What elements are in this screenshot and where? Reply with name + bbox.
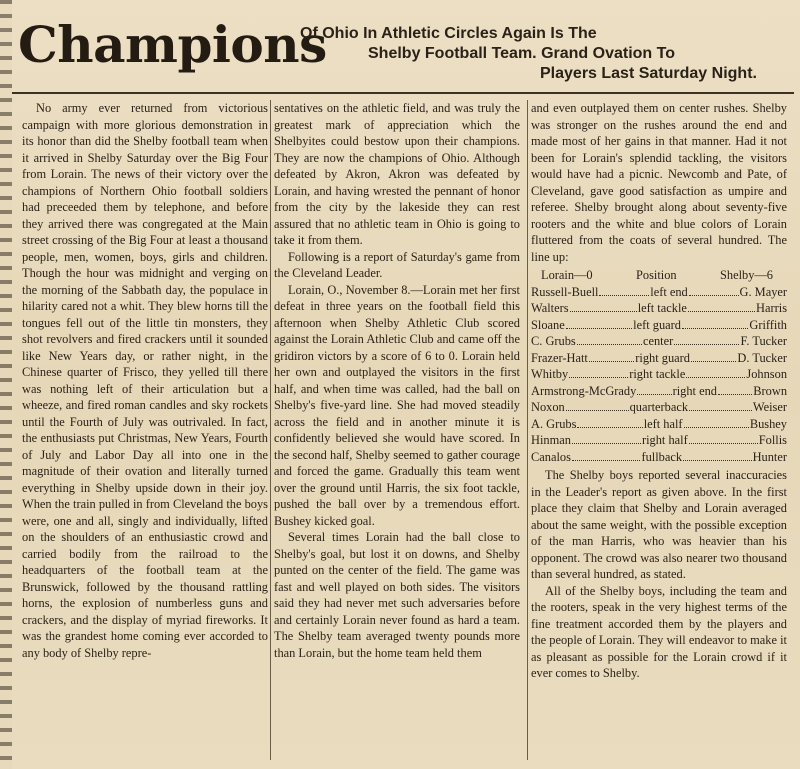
leader-dots xyxy=(674,333,739,345)
lineup-lorain-player: C. Grubs xyxy=(531,334,576,348)
lineup-row xyxy=(531,366,787,383)
lineup-lorain-player: Whitby xyxy=(531,367,569,381)
page-binding-edge xyxy=(0,0,12,769)
lineup-lorain-player: Russell-Buell xyxy=(531,284,599,299)
lineup-position: left end xyxy=(650,284,688,299)
paragraph: Lorain, O., November 8.—Lorain met her first defeat in three years on the football field this afternoon when Shelby Athletic Club scored against the Lorain Athletic Club and came off the gridiron victors by a score of 6 to 0. Lorain held her own and outplayed the visitors in the first half, and when time was called, had the ball on Shelby's five-yard line. She had moved steadily across the field and in another minute it is confidently believed she would have scored. In the second half, Shelby seemed to gather courage and forced the game. Gradually this team went over the ground until Harris, the six foot tackle, pushed the ball over by a tremendous effort. Bushey kicked goal. xyxy=(274,282,520,528)
lineup-row xyxy=(531,300,787,317)
lineup-position: right guard xyxy=(635,350,690,365)
leader-dots xyxy=(686,366,745,378)
lineup-shelby-player: D. Tucker xyxy=(737,350,787,365)
paragraph: and even outplayed them on center rushes. Shelby was stronger on the rushes around the end and made most of her gains in that manner. Had it not been for Lorain's splendid tackling, the visitors would have had a picnic. Newcomb and Pate, of Cleveland, gave good satisfaction as umpire and referee. Shelby brought along about seventy-five rooters and the white and blue colors of Lorain fluttered from the coats of several hundred. The line up: xyxy=(531,101,787,264)
lineup-shelby-player: Johnson xyxy=(746,367,788,381)
leader-dots xyxy=(570,300,637,312)
leader-dots xyxy=(691,350,736,362)
lineup-lorain-player: Canalos xyxy=(531,449,571,464)
paragraph: Following is a report of Saturday's game from the Cleveland Leader. xyxy=(274,249,520,280)
lineup-position: quarterback xyxy=(629,400,689,414)
deck-line-1: Of Ohio In Athletic Circles Again Is The xyxy=(300,25,597,42)
lineup-lorain-player: Walters xyxy=(531,301,569,315)
leader-dots xyxy=(689,284,739,296)
lineup-row xyxy=(531,350,787,367)
lineup-position: left tackle xyxy=(637,301,687,315)
lineup-shelby-player: Follis xyxy=(758,433,787,447)
lineup-header-position: Position xyxy=(635,268,677,282)
lineup-shelby-player: G. Mayer xyxy=(739,284,788,299)
headline-rule xyxy=(12,92,794,94)
paragraph: All of the Shelby boys, including the team and the rooters, speak in the very highest terms of the fine treatment accorded them by the players and the people of Lorain. They will endeavor to make it as pleasant as possible for the Lorain crowd if it ever comes to Shelby. xyxy=(531,583,787,680)
lineup-lorain-player: Sloane xyxy=(531,317,565,332)
lineup-row xyxy=(531,383,787,400)
leader-dots xyxy=(566,399,629,411)
lineup-table xyxy=(531,267,787,465)
paragraph: sentatives on the athletic field, and was truly the greatest mark of appreciation which the Shelbyites could bestow upon their champions. They are now the champions of Ohio. Although defeated by Akron, Akron was defeated by Lorain, and having wrested the pennant of honor from the city by the lakeside they can rest assured that no athletic team in Ohio is going to take it from them. xyxy=(274,101,520,247)
lineup-shelby-player: Griffith xyxy=(749,317,788,332)
subheadline-deck xyxy=(300,24,790,84)
lineup-position: right end xyxy=(672,383,717,398)
lineup-row xyxy=(531,284,787,301)
article-column-2 xyxy=(274,100,520,661)
lineup-position: left guard xyxy=(633,317,681,332)
leader-dots xyxy=(689,399,752,411)
paragraph: Several times Lorain had the ball close to Shelby's goal, but lost it on downs, and Shelby punted on the center of the field. The game was fast and well played on both sides. The visitors said they had never met such adversaries before and certainly Lorain never found as hard a team. The Shelby team averaged twenty pounds more than Lorain, but the home team held them xyxy=(274,530,520,660)
lineup-header-lorain: Lorain—0 xyxy=(541,268,593,282)
leader-dots xyxy=(589,350,634,362)
paragraph: The Shelby boys reported several inaccuracies in the Leader's report as given above. In the first place they claim that Shelby and Lorain averaged about the same weight, with the possible exception of the man Harris, who was heavier than his opponent. The crowd was also nearer two thousand than several hundred, as stated. xyxy=(531,468,787,581)
lineup-lorain-player: Noxon xyxy=(531,400,565,414)
lineup-lorain-player: Armstrong-McGrady xyxy=(531,383,637,398)
leader-dots xyxy=(572,432,641,444)
lineup-lorain-player: Frazer-Hatt xyxy=(531,350,588,365)
leader-dots xyxy=(599,284,649,296)
lineup-shelby-player: Hunter xyxy=(752,449,788,464)
leader-dots xyxy=(684,416,749,428)
leader-dots xyxy=(577,416,642,428)
lineup-position: center xyxy=(642,334,674,348)
article-column-3 xyxy=(531,100,787,682)
column-divider xyxy=(527,100,528,760)
lineup-row xyxy=(531,399,787,416)
lineup-position: right half xyxy=(641,433,688,447)
lineup-row xyxy=(531,317,787,334)
leader-dots xyxy=(718,383,752,395)
lineup-lorain-player: A. Grubs xyxy=(531,416,577,431)
lineup-header xyxy=(531,267,787,284)
lineup-header-shelby: Shelby—6 xyxy=(719,268,773,282)
lineup-row xyxy=(531,333,787,350)
leader-dots xyxy=(688,300,755,312)
leader-dots xyxy=(566,317,632,329)
lineup-shelby-player: Brown xyxy=(753,383,788,398)
lineup-shelby-player: Harris xyxy=(756,301,788,315)
leader-dots xyxy=(577,333,642,345)
deck-line-2: Shelby Football Team. Grand Ovation To xyxy=(368,45,675,62)
headline: Champions xyxy=(18,15,327,74)
deck-line-3: Players Last Saturday Night. xyxy=(540,65,757,82)
leader-dots xyxy=(572,449,641,461)
lineup-shelby-player: F. Tucker xyxy=(740,334,788,348)
lineup-position: fullback xyxy=(641,449,683,464)
lineup-shelby-player: Weiser xyxy=(752,400,787,414)
leader-dots xyxy=(683,449,752,461)
lineup-row xyxy=(531,432,787,449)
leader-dots xyxy=(689,432,758,444)
lineup-position: right tackle xyxy=(629,367,686,381)
lineup-shelby-player: Bushey xyxy=(749,416,787,431)
paragraph: No army ever returned from victorious campaign with more glorious demonstration in its honor than did the Shelby football team when it arrived in Shelby Saturday over the Big Four from Lorain. The news of their victory over the champions of Northern Ohio football soldiers had preceeded them by telephone, and before they arrived there was congregated at the Main street crossing of the Big Four at least a thousand people, men, women, boys, girls and children. Though the hour was midnight and verging on the morning of the Sabbath day, the populace in hilarity cared not a whit. They blew horns till the tongues fell out of the little tin monsters, they shot revolvers and fired crackers until it sounded like New Years day, or rather night, in the Chinese quarter of Frisco, they yelled till there was nothing left of their articulation but a wheeze, and fired roman candles and sky rockets until the Fourth of July was outrivaled. In fact, the enthusiasts put Christmas, New Years, Fourth of July and Labor Day all into one in the magnitude of their ovation and literally turned everything in Shelby upside down in their joy. When the train pulled in from Cleveland the boys were, one and all, singly and individually, lifted on the shoulders of an enthusiastic crowd and carried bodily from the railroad to the headquarters of the football team at the Brunswick, followed by the thousand rattling horns, the explosion of numberless guns and crackers, and the display of myriad fireworks. It was the grandest home coming ever accorded to any body of Shelby repre- xyxy=(22,101,268,660)
leader-dots xyxy=(637,383,671,395)
article-column-1 xyxy=(22,100,268,661)
lineup-row xyxy=(531,416,787,433)
leader-dots xyxy=(569,366,628,378)
lineup-lorain-player: Hinman xyxy=(531,433,571,447)
leader-dots xyxy=(682,317,748,329)
lineup-row xyxy=(531,449,787,466)
lineup-rows xyxy=(531,284,787,466)
lineup-position: left half xyxy=(643,416,683,431)
column-divider xyxy=(270,100,271,760)
